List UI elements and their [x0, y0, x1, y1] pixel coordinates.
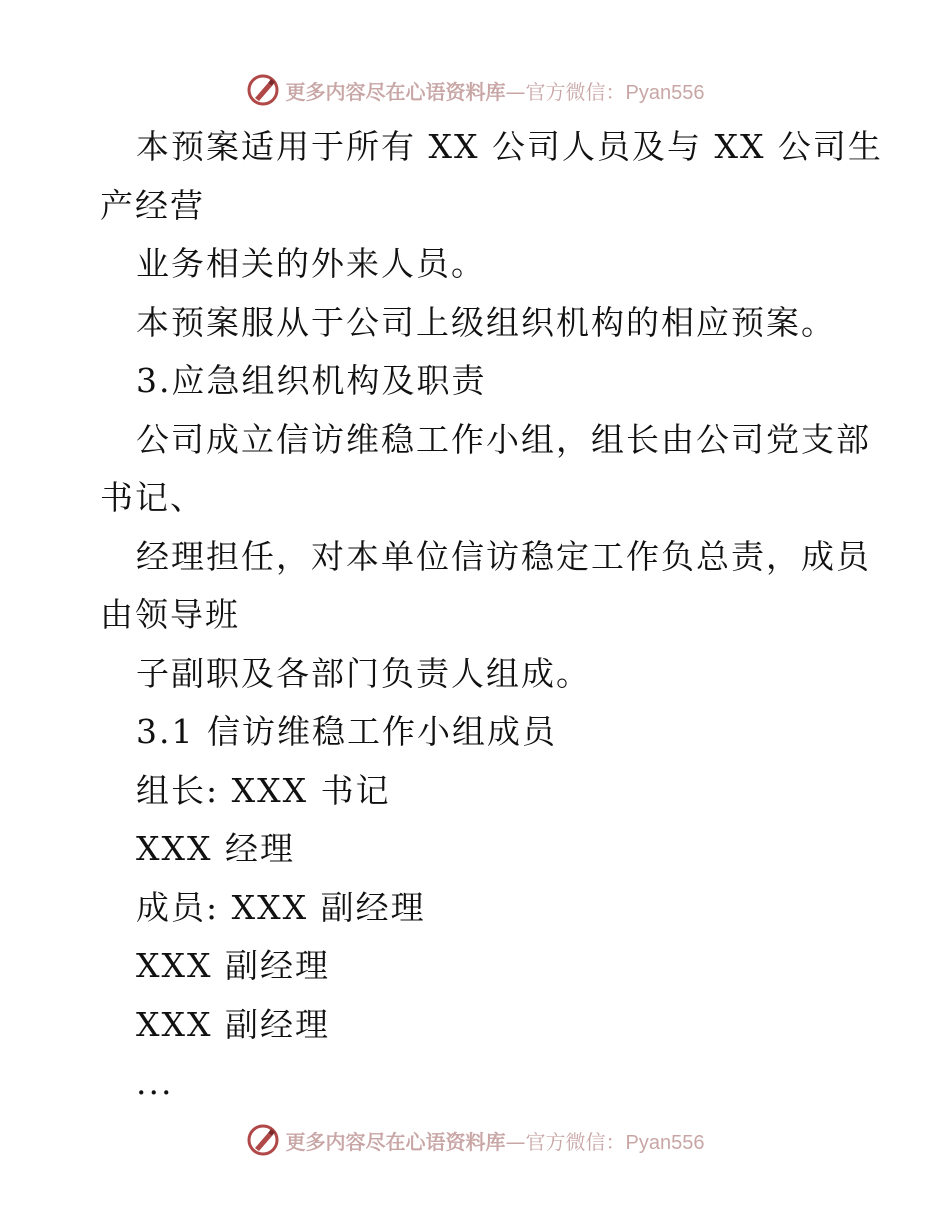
banner-text	[286, 76, 705, 105]
doc-line: 书记、	[100, 478, 205, 517]
doc-line: 业务相关的外来人员。	[136, 244, 486, 283]
footer-banner	[0, 1120, 950, 1160]
banner-text	[286, 1126, 705, 1155]
header-banner	[0, 70, 950, 110]
doc-line: 子副职及各部门负责人组成。	[136, 653, 591, 693]
doc-line: 本预案适用于所有 XX 公司人员及与 XX 公司生	[136, 127, 883, 166]
pen-logo-icon	[246, 73, 280, 107]
banner-wechat-label: 官方微信：	[525, 1129, 626, 1154]
doc-line: 本预案服从于公司上级组织机构的相应预案。	[136, 302, 836, 342]
banner-separator: —	[505, 79, 526, 104]
doc-line: 经理担任，对本单位信访稳定工作负总责，成员	[136, 536, 871, 576]
member-line: XXX 副经理	[136, 1004, 330, 1044]
section-heading: 3.1 信访维稳工作小组成员	[136, 712, 557, 751]
document-body	[100, 118, 883, 1113]
doc-line: 产经营	[100, 185, 205, 225]
ellipsis: ...	[136, 1063, 174, 1102]
doc-line: 由领导班	[100, 595, 240, 634]
banner-main-text: 更多内容尽在心语资料库	[285, 79, 506, 104]
member-line: 成员: XXX 副经理	[136, 887, 426, 927]
doc-line: 公司成立信访维稳工作小组，组长由公司党支部	[136, 419, 871, 459]
member-line: 组长: XXX 书记	[136, 770, 391, 810]
member-line: XXX 副经理	[136, 946, 330, 985]
member-line: XXX 经理	[136, 829, 295, 868]
banner-separator: —	[505, 1129, 526, 1154]
banner-main-text: 更多内容尽在心语资料库	[285, 1129, 506, 1154]
pen-logo-icon	[246, 1123, 280, 1157]
banner-wechat-id: Pyan556	[625, 81, 705, 104]
banner-wechat-label: 官方微信：	[525, 79, 626, 104]
banner-wechat-id: Pyan556	[625, 1131, 705, 1154]
section-heading: 3.应急组织机构及职责	[136, 361, 487, 400]
